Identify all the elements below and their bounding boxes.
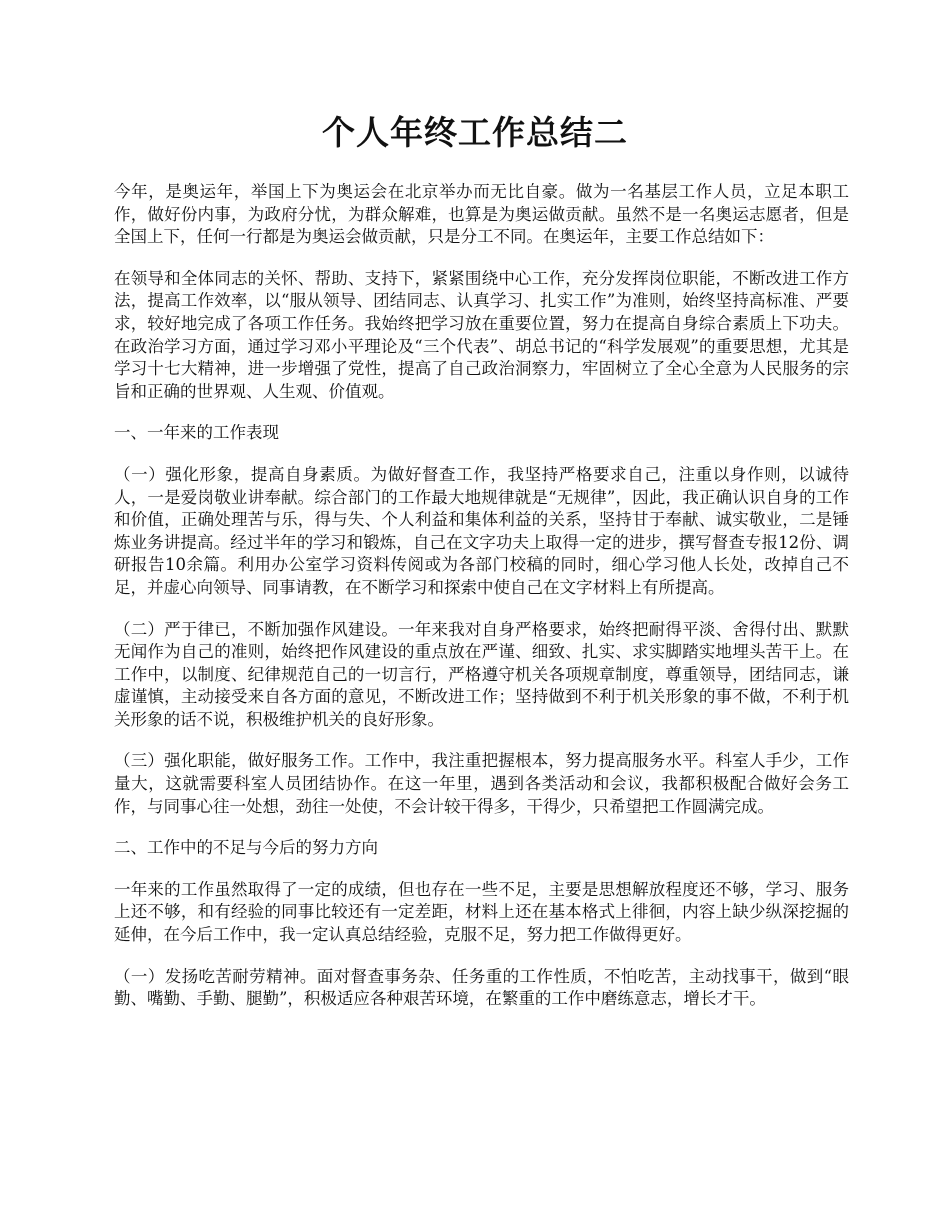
section-heading-performance: 一、一年来的工作表现 bbox=[114, 423, 279, 443]
document-title: 个人年终工作总结二 bbox=[322, 113, 628, 152]
section-heading-shortcomings: 二、工作中的不足与今后的努力方向 bbox=[114, 838, 378, 858]
paragraph-intro: 今年，是奥运年，举国上下为奥运会在北京举办而无比自豪。做为一名基层工作人员，立足本职工作，做好份内事，为政府分忧，为群众解难，也算是为奥运做贡献。虽然不是一名奥运志愿者，但是全国上下，任何一行都是为奥运会做贡献，只是分工不同。在奥运年，主要工作总结如下： bbox=[114, 182, 849, 247]
paragraph-item-3: （三）强化职能，做好服务工作。工作中，我注重把握根本，努力提高服务水平。科室人手少，工作量大，这就需要科室人员团结协作。在这一年里，遇到各类活动和会议，我都积极配合做好会务工作，与同事心往一处想，劲往一处使，不会计较干得多，干得少，只希望把工作圆满完成。 bbox=[114, 751, 849, 816]
paragraph-item-2: （二）严于律已，不断加强作风建设。一年来我对自身严格要求，始终把耐得平淡、舍得付出、默默无闻作为自己的准则，始终把作风建设的重点放在严谨、细致、扎实、求实脚踏实地埋头苦干上。在工作中，以制度、纪律规范自己的一切言行，严格遵守机关各项规章制度，尊重领导，团结同志，谦虚谨慎，主动接受来自各方面的意见，不断改进工作；坚持做到不利于机关形象的事不做，不利于机关形象的话不说，积极维护机关的良好形象。 bbox=[114, 619, 849, 729]
paragraph-shortcomings: 一年来的工作虽然取得了一定的成绩，但也存在一些不足，主要是思想解放程度还不够，学习、服务上还不够，和有经验的同事比较还有一定差距，材料上还在基本格式上徘徊，内容上缺少纵深挖掘的延伸，在今后工作中，我一定认真总结经验，克服不足，努力把工作做得更好。 bbox=[114, 879, 849, 945]
document-body bbox=[114, 181, 849, 1030]
paragraph-direction-1: （一）发扬吃苦耐劳精神。面对督查事务杂、任务重的工作性质，不怕吃苦，主动找事干，做到“眼勤、嘴勤、手勤、腿勤”，积极适应各种艰苦环境，在繁重的工作中磨练意志，增长才干。 bbox=[114, 966, 849, 1009]
paragraph-item-1: （一）强化形象，提高自身素质。为做好督查工作，我坚持严格要求自己，注重以身作则，以诚待人，一是爱岗敬业讲奉献。综合部门的工作最大地规律就是“无规律”，因此，我正确认识自身的工作和价值，正确处理苦与乐，得与失、个人利益和集体利益的关系，坚持甘于奉献、诚实敬业，二是锤炼业务讲提高。经过半年的学习和锻炼，自己在文字功夫上取得一定的进步，撰写督查专报12份、调研报告10余篇。利用办公室学习资料传阅或为各部门校稿的同时，细心学习他人长处，改掉自己不足，并虚心向领导、同事请教，在不断学习和探索中使自己在文字材料上有所提高。 bbox=[114, 464, 849, 597]
paragraph-overview: 在领导和全体同志的关怀、帮助、支持下，紧紧围绕中心工作，充分发挥岗位职能，不断改进工作方法，提高工作效率，以“服从领导、团结同志、认真学习、扎实工作”为准则，始终坚持高标准、严要求，较好地完成了各项工作任务。我始终把学习放在重要位置，努力在提高自身综合素质上下功夫。在政治学习方面，通过学习邓小平理论及“三个代表”、胡总书记的“科学发展观”的重要思想，尤其是学习十七大精神，进一步增强了党性，提高了自己政治洞察力，牢固树立了全心全意为人民服务的宗旨和正确的世界观、人生观、价值观。 bbox=[114, 268, 849, 401]
